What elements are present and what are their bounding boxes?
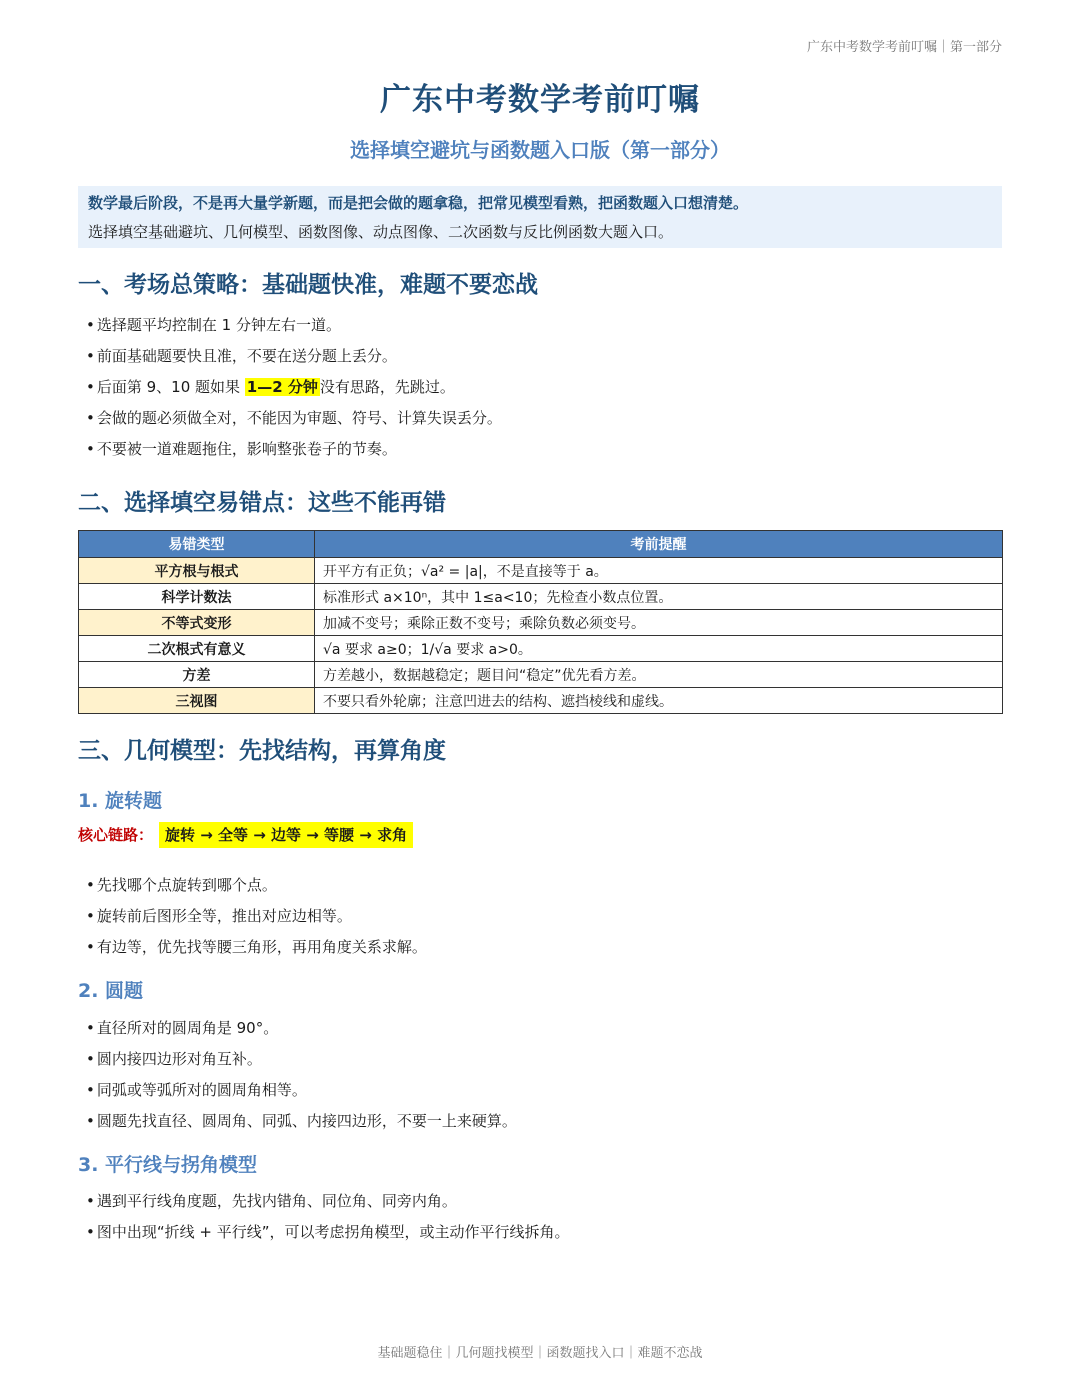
- parallel-bullets: [86, 1186, 570, 1248]
- table-row: [79, 636, 1003, 662]
- page-subtitle: 选择填空避坑与函数题入口版（第一部分）: [350, 138, 730, 162]
- bullet-text: 后面第 9、10 题如果: [96, 378, 245, 396]
- column-header-tip: 考前提醒: [315, 531, 1003, 558]
- list-item: • 圆内接四边形对角互补。: [86, 1044, 517, 1075]
- table-row: [79, 610, 1003, 636]
- list-item: • 前面基础题要快且准，不要在送分题上丢分。: [86, 341, 502, 372]
- list-item: • 图中出现“折线 + 平行线”，可以考虑拐角模型，或主动作平行线拆角。: [86, 1217, 570, 1248]
- section-2-heading: 二、选择填空易错点：这些不能再错: [78, 490, 446, 516]
- intro-line-1: 数学最后阶段，不是再大量学新题，而是把会做的题拿稳，把常见模型看熟，把函数题入口想清楚。: [88, 194, 749, 212]
- list-item: • 圆题先找直径、圆周角、同弧、内接四边形，不要一上来硬算。: [86, 1106, 517, 1137]
- cell-tip: 加减不变号；乘除正数不变号；乘除负数必须变号。: [315, 610, 1003, 636]
- bullet-text: 没有思路，先跳过。: [319, 378, 455, 396]
- header-note: 广东中考数学考前叮嘱｜第一部分: [806, 40, 1002, 55]
- footer-note: 基础题稳住｜几何题找模型｜函数题找入口｜难题不恋战: [377, 1346, 703, 1361]
- table-row: [79, 584, 1003, 610]
- cell-tip: 方差越小，数据越稳定；题目问“稳定”优先看方差。: [315, 662, 1003, 688]
- cell-tip: 不要只看外轮廓；注意凹进去的结构、遮挡棱线和虚线。: [315, 688, 1003, 714]
- cell-type: 方差: [79, 662, 315, 688]
- cell-tip: √a 要求 a≥0；1/√a 要求 a>0。: [315, 636, 1003, 662]
- cell-type: 平方根与根式: [79, 558, 315, 584]
- list-item: • 选择题平均控制在 1 分钟左右一道。: [86, 310, 502, 341]
- circle-bullets: [86, 1013, 517, 1137]
- rotation-bullets: [86, 870, 427, 963]
- list-item: • 遇到平行线角度题，先找内错角、同位角、同旁内角。: [86, 1186, 570, 1217]
- core-chain: [78, 824, 413, 845]
- table-row: [79, 662, 1003, 688]
- list-item: • 先找哪个点旋转到哪个点。: [86, 870, 427, 901]
- column-header-type: 易错类型: [79, 531, 315, 558]
- section-1-bullets: [86, 310, 502, 465]
- chain-highlight: 旋转 → 全等 → 边等 → 等腰 → 求角: [159, 822, 413, 848]
- sub-heading-parallel: 3. 平行线与拐角模型: [78, 1154, 258, 1176]
- error-table: [78, 530, 1003, 714]
- list-item: • 会做的题必须做全对，不能因为审题、符号、计算失误丢分。: [86, 403, 502, 434]
- sub-heading-circle: 2. 圆题: [78, 980, 144, 1002]
- page-title: 广东中考数学考前叮嘱: [380, 82, 700, 118]
- intro-box: [78, 186, 1002, 248]
- cell-type: 科学计数法: [79, 584, 315, 610]
- cell-tip: 标准形式 a×10ⁿ，其中 1≤a<10；先检查小数点位置。: [315, 584, 1003, 610]
- list-item: • 旋转前后图形全等，推出对应边相等。: [86, 901, 427, 932]
- cell-type: 二次根式有意义: [79, 636, 315, 662]
- cell-tip: 开平方有正负；√a² = |a|，不是直接等于 a。: [315, 558, 1003, 584]
- sub-heading-rotation: 1. 旋转题: [78, 790, 163, 812]
- cell-type: 不等式变形: [79, 610, 315, 636]
- section-1-heading: 一、考场总策略：基础题快准，难题不要恋战: [78, 272, 538, 298]
- cell-type: 三视图: [79, 688, 315, 714]
- intro-line-2: 选择填空基础避坑、几何模型、函数图像、动点图像、二次函数与反比例函数大题入口。: [88, 223, 674, 241]
- table-row: [79, 558, 1003, 584]
- table-header-row: [79, 531, 1003, 558]
- list-item: • 直径所对的圆周角是 90°。: [86, 1013, 517, 1044]
- list-item: • 不要被一道难题拖住，影响整张卷子的节奏。: [86, 434, 502, 465]
- section-3-heading: 三、几何模型：先找结构，再算角度: [78, 738, 446, 764]
- list-item: • 同弧或等弧所对的圆周角相等。: [86, 1075, 517, 1106]
- list-item: [86, 372, 502, 403]
- chain-label: 核心链路：: [78, 826, 154, 844]
- highlight-text: 1—2 分钟: [246, 378, 318, 396]
- list-item: • 有边等，优先找等腰三角形，再用角度关系求解。: [86, 932, 427, 963]
- table-row: [79, 688, 1003, 714]
